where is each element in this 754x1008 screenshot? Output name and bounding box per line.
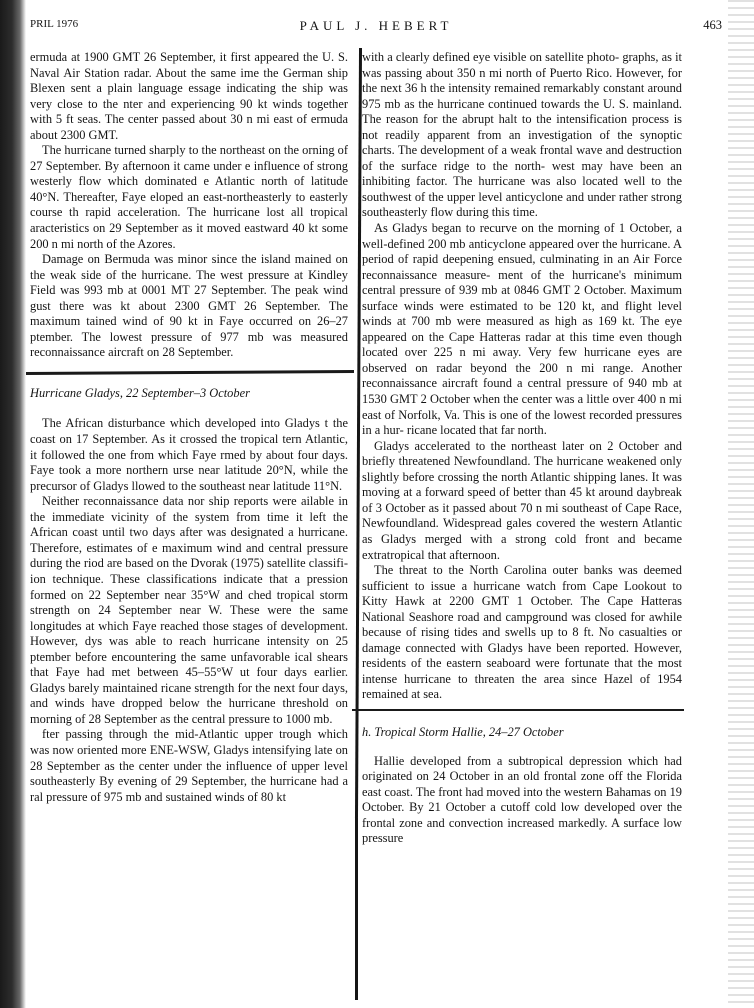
hand-drawn-rule [26, 370, 354, 375]
right-column [362, 50, 682, 847]
page-number: 463 [703, 18, 722, 32]
running-header [30, 18, 722, 38]
header-date: PRIL 1976 [30, 18, 79, 30]
paragraph: Neither reconnaissance data nor ship reports were ailable in the immediate vicinity of the system from time it left the African coast until two days after was designated a hurricane. Therefore, estimates of e maximum wind and central pressure during the riod are based on the Dvorak (1975) satellite classifi- ion technique. These classifications indicate that a pression formed on 22 September near 35°W and ched tropical storm strength on 24 September near W. These were the same longitudes at which Faye reached those stages of development. However, dys was able to reach hurricane intensity on 25 ptember before encountering the same unfavorable ical shears that Faye had met between 45–55°W ut four days earlier. Gladys barely maintained ricane strength for the next four days, and winds have dropped below the hurricane threshold on morning of 28 September as the central pressure to 1000 mb. [30, 494, 348, 726]
column-divider-marker-lower [355, 818, 358, 1000]
section-heading-gladys [30, 386, 348, 402]
hand-drawn-box-top [352, 709, 684, 711]
paragraph: As Gladys began to recurve on the morning of 1 October, a well-defined 200 mb anticyclone appeared over the hurricane. A period of rapid deepening ensued, culminating in an Air Force reconnaissance measure- ment of the hurricane's minimum central pressure of 939 mb at 0846 GMT 2 October. Maximum surface winds were estimated to be 120 kt, and flight level winds at 700 mb were measured as high as 169 kt. The eye appeared on the Cape Hatteras radar at this time even though located over 225 n mi away. Very few hurricane eyes are observed on radar beyond the 200 n mi range. Another reconnaissance aircraft found a central pressure of 940 mb at 1530 GMT 2 October when the center was a little over 400 n mi east of Norfolk, Va. This is one of the lowest recorded pressures in a hur- ricane located that far north. [362, 221, 682, 438]
paragraph: ermuda at 1900 GMT 26 September, it first appeared the U. S. Naval Air Station radar. About the same ime the German ship Blexen sent a plain language essage indicating the ship was very close to the nter and experiencing 90 kt winds together with 5 ft seas. The center passed about 30 n mi east of ermuda about 2300 GMT. [30, 50, 348, 142]
paragraph: with a clearly defined eye visible on satellite photo- graphs, as it was passing about 350 n mi north of Puerto Rico. However, for the next 36 h the intensity remained remarkably constant around 975 mb as the hurricane continued towards the U. S. mainland. The reason for the abrupt halt to the intensification process is not readily apparent from an investigation of the synoptic charts. The development of a weak frontal wave and destruction of the surface ridge to the north- west may have been an inhibiting factor. The hurricane was also located well to the southwest of the upper level anticyclone and under rather strong southeasterly flow during this time. [362, 50, 682, 220]
paragraph: The hurricane turned sharply to the northeast on the orning of 27 September. By afternoon it came under e influence of strong westerly flow which dominated e Atlantic north of latitude 40°N. Thereafter, Faye eloped an east-northeasterly to easterly course th rapid acceleration. The hurricane lost all tropical aracteristics on 29 September as it moved eastward 40 kt some 200 n mi north of the Azores. [30, 143, 348, 251]
paragraph: Hallie developed from a subtropical depression which had originated on 24 October in an old frontal zone off the Florida east coast. The front had moved into the western Bahamas on 19 October. By 21 October a cutoff cold low developed over the frontal zone and convection increased markedly. A surface low pressure [362, 753, 682, 846]
column-divider-marker [355, 48, 362, 818]
section-heading-text: Hurricane Gladys, 22 September–3 October [30, 385, 250, 400]
paragraph: The African disturbance which developed into Gladys t the coast on 17 September. As it crossed the tropical tern Atlantic, it followed the one from which Faye rmed by about four days. Faye took a more northern urse near latitude 20°N, while the precursor of Gladys llowed to the southeast near latitude 11°N. [30, 416, 348, 493]
left-column [30, 50, 348, 805]
binding-shadow [0, 0, 26, 1008]
paragraph: Damage on Bermuda was minor since the island mained on the weak side of the hurricane. The west pressure at Kindley Field was 993 mb at 0001 MT 27 September. The peak wind gust there was kt about 2300 GMT 26 September. The maximum tained wind of 90 kt in Faye occurred on 26–27 ptember. The lowest pressure of 977 mb was measured reconnaissance aircraft on 28 September. [30, 252, 348, 360]
paragraph: Gladys accelerated to the northeast later on 2 October and briefly threatened Newfoundland. The hurricane weakened only slightly before crossing the north Atlantic shipping lanes. It was moving at a forward speed of better than 45 kt around daybreak of 3 October as it passed about 70 n mi southeast of Cape Race, Newfoundland. Widespread gales covered the western Atlantic as Gladys merged with a strong cold front and became extratropical that afternoon. [362, 438, 682, 562]
paragraph: fter passing through the mid-Atlantic upper trough which was now oriented more ENE-WSW, Gladys intensifying late on 28 September as the center under the influence of upper level southeasterly By evening of 29 September, the hurricane had a ral pressure of 975 mb and sustained winds of 80 kt [30, 727, 348, 804]
page-edge-texture [728, 0, 754, 1008]
section-heading-hallie [362, 725, 682, 741]
paragraph: The threat to the North Carolina outer banks was deemed sufficient to issue a hurricane watch from Cape Lookout to Kitty Hawk at 2200 GMT 1 October. The Cape Hatteras National Seashore road and campground was closed for awhile because of rising tides and swells up to 8 ft. No casualties or damage connected with Gladys have been reported. However, residents of the eastern seaboard were fortunate that the most intense hurricane to threaten the area since Hazel of 1954 remained at sea. [362, 563, 682, 702]
section-heading-text: h. Tropical Storm Hallie, 24–27 October [362, 724, 564, 739]
header-author: PAUL J. HEBERT [299, 18, 453, 33]
